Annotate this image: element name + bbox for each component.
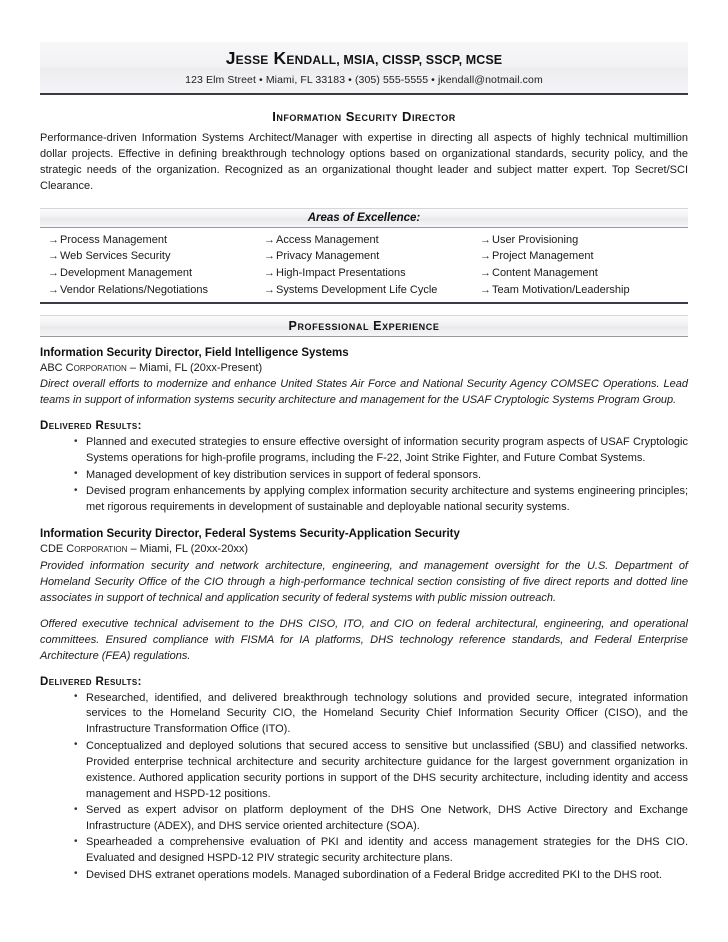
areas-of-excellence-table bbox=[40, 228, 688, 304]
arrow-icon: → bbox=[264, 250, 275, 263]
skills-column-1 bbox=[40, 232, 256, 299]
arrow-icon: → bbox=[480, 233, 491, 246]
skill-item bbox=[40, 248, 256, 265]
skill-item bbox=[256, 232, 472, 249]
areas-of-excellence-heading: Areas of Excellence: bbox=[40, 208, 688, 228]
arrow-icon: → bbox=[48, 250, 59, 263]
result-item: • Spearheaded a comprehensive evaluation of PKI and identity and access management strategies for the DHS CIO. Evaluated and designed HSPD-12 PIV strategic security architecture plans. bbox=[74, 835, 688, 867]
job-title: Information Security Director, Federal Systems Security-Application Security bbox=[40, 527, 460, 540]
arrow-icon: → bbox=[48, 267, 59, 280]
result-item: • Served as expert advisor on platform deployment of the DHS One Network, DHS Active Directory and Exchange Infrastructure (ADEX), and DHS service oriented architecture (SOA). bbox=[74, 803, 688, 835]
skill-item bbox=[256, 282, 472, 299]
job-description: Provided information security and network architecture, engineering, and management oversight for the U.S. Department of Homeland Security Office of the CIO through a high-performance technical section consisting of five direct reports and dotted line associates in support of technical and application security of federal systems with public mission outreach. bbox=[40, 559, 688, 604]
skill-label: Vendor Relations/Negotiations bbox=[60, 283, 208, 296]
skill-label: Content Management bbox=[492, 267, 598, 280]
company-line bbox=[40, 542, 688, 557]
skill-item bbox=[40, 265, 256, 282]
resume-content bbox=[40, 42, 688, 884]
target-job-title: Information Security Director bbox=[272, 108, 456, 124]
arrow-icon: → bbox=[264, 267, 275, 280]
result-item: • Researched, identified, and delivered breakthrough technology solutions and provided secure, integrated information services to the Homeland Security CIO, the Homeland Security Chief Information Security Officer (CISO), and the Infrastructure Transformation Office (ITO). bbox=[74, 691, 688, 739]
job-description: Direct overall efforts to modernize and enhance United States Air Force and National Security Agency COMSEC Operations. Lead teams in support of information systems security architecture and management for the USAF Cryptologic Systems Program Group. bbox=[40, 378, 688, 407]
professional-summary: Performance-driven Information Systems Architect/Manager with expertise in directing all aspects of highly technical multimillion dollar projects. Effective in defining breakthrough technology options based on organizational standards, security policy, and the strategic needs of the organization. Recognized as an organizational thought leader and subject matter expert. Top Secret/SCI Clearance. bbox=[40, 131, 688, 192]
result-item: • Managed development of key distribution services in support of federal sponsors. bbox=[74, 468, 688, 484]
company-name: CDE Corporation bbox=[40, 543, 128, 556]
arrow-icon: → bbox=[48, 233, 59, 246]
results-list bbox=[40, 691, 688, 884]
company-line bbox=[40, 361, 688, 376]
skill-item bbox=[472, 232, 688, 249]
arrow-icon: → bbox=[480, 283, 491, 296]
skill-item bbox=[40, 232, 256, 249]
skills-column-2 bbox=[256, 232, 472, 299]
candidate-name bbox=[40, 48, 688, 70]
result-item: • Devised program enhancements by applying complex information security architecture and systems engineering principles; met rigorous requirements in development of sustainable and deployable national security systems. bbox=[74, 484, 688, 516]
job-description: Offered executive technical advisement to the DHS CISO, ITO, and CIO on federal architectural, engineering, and operational committees. Ensured compliance with FISMA for IA platforms, DHS technology reference standards, and Federal Enterprise Architecture (FEA) regulations. bbox=[40, 617, 688, 662]
resume-header bbox=[40, 42, 688, 95]
skill-label: Access Management bbox=[276, 233, 379, 246]
skill-label: User Provisioning bbox=[492, 233, 579, 246]
skill-item bbox=[256, 248, 472, 265]
result-item: • Conceptualized and deployed solutions that secured access to sensitive but unclassified (SBU) and classified networks. Provided enterprise technical architecture and security architecture guidance for the largest government organization in existence. Authored application security portions in support of the DHS security architecture, including identity and access management and HSPD-12 positions. bbox=[74, 739, 688, 803]
arrow-icon: → bbox=[48, 283, 59, 296]
skill-item bbox=[40, 282, 256, 299]
experience-entry bbox=[40, 527, 688, 884]
delivered-results-label: Delivered Results: bbox=[40, 675, 142, 688]
company-location-dates: – Miami, FL (20xx-Present) bbox=[126, 362, 263, 375]
skills-column-3 bbox=[472, 232, 688, 299]
candidate-credentials: , MSIA, CISSP, SSCP, MCSE bbox=[336, 53, 503, 67]
skill-item bbox=[472, 265, 688, 282]
arrow-icon: → bbox=[480, 267, 491, 280]
skill-label: Development Management bbox=[60, 267, 193, 280]
result-item: • Planned and executed strategies to ensure effective oversight of information security program aspects of USAF Cryptologic Systems operations for high-profile programs, including the F-22, Joint Strike Fighter, and Future Combat Systems. bbox=[74, 435, 688, 467]
skill-label: High-Impact Presentations bbox=[276, 267, 406, 280]
company-name: ABC Corporation bbox=[40, 362, 127, 375]
skill-label: Project Management bbox=[492, 250, 594, 263]
arrow-icon: → bbox=[264, 283, 275, 296]
experience-entry bbox=[40, 346, 688, 516]
result-item: • Devised DHS extranet operations models. Managed subordination of a Federal Bridge accredited PKI to the DHS root. bbox=[74, 868, 688, 884]
skill-label: Privacy Management bbox=[276, 250, 380, 263]
skill-label: Team Motivation/Leadership bbox=[492, 283, 630, 296]
candidate-name-text: Jesse Kendall bbox=[225, 48, 337, 68]
skill-label: Process Management bbox=[60, 233, 167, 246]
results-list bbox=[40, 435, 688, 516]
delivered-results-label: Delivered Results: bbox=[40, 420, 142, 433]
job-title: Information Security Director, Field Intelligence Systems bbox=[40, 346, 349, 359]
company-location-dates: – Miami, FL (20xx-20xx) bbox=[127, 543, 249, 556]
skill-label: Systems Development Life Cycle bbox=[276, 283, 438, 296]
skill-label: Web Services Security bbox=[60, 250, 171, 263]
professional-experience-heading: Professional Experience bbox=[40, 315, 688, 337]
contact-line: 123 Elm Street • Miami, FL 33183 • (305) 555-5555 • jkendall@notmail.com bbox=[185, 73, 543, 86]
arrow-icon: → bbox=[480, 250, 491, 263]
skill-item bbox=[256, 265, 472, 282]
skill-item bbox=[472, 248, 688, 265]
arrow-icon: → bbox=[264, 233, 275, 246]
skill-item bbox=[472, 282, 688, 299]
